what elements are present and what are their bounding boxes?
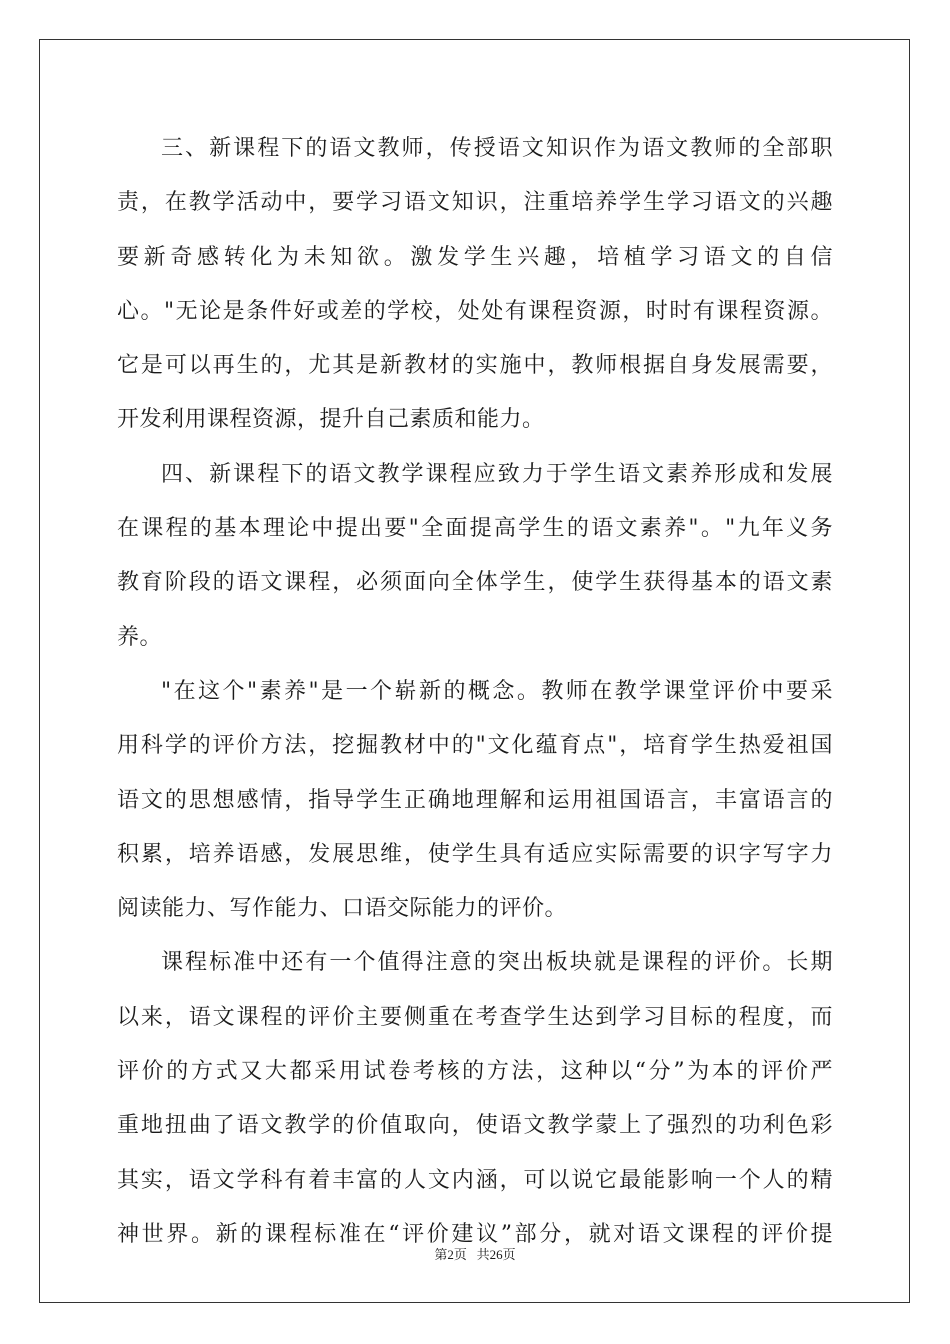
text-line: 以来，语文课程的评价主要侧重在考查学生达到学习目标的程度，而 [117,1004,833,1030]
text-line: 阅读能力、写作能力、口语交际能力的评价。 [117,896,568,922]
text-line: 养。 [117,624,163,650]
text-line: 三、新课程下的语文教师，传授语文知识作为语文教师的全部职 [161,136,833,161]
page-number: 第2页 共26页 [434,1247,516,1262]
text-line: 重地扭曲了语文教学的价值取向，使语文教学蒙上了强烈的功利色彩 [117,1113,833,1139]
text-line: 用科学的评价方法，挖掘教材中的"文化蕴育点"，培育学生热爱祖国 [117,733,833,759]
text-line: 责，在教学活动中，要学习语文知识，注重培养学生学习语文的兴趣 [117,190,833,216]
text-line: 课程标准中还有一个值得注意的突出板块就是课程的评价。长期 [161,950,833,976]
text-line: 神世界。新的课程标准在“评价建议”部分，就对语文课程的评价提 [117,1221,833,1247]
text-line: "在这个"素养"是一个崭新的概念。教师在教学课堂评价中要采 [161,678,833,704]
text-line: 它是可以再生的，尤其是新教材的实施中，教师根据自身发展需要， [117,353,833,379]
text-line: 语文的思想感情，指导学生正确地理解和运用祖国语言，丰富语言的 [117,787,833,813]
text-line: 评价的方式又大都采用试卷考核的方法，这种以“分”为本的评价严 [117,1059,833,1085]
text-line: 心。"无论是条件好或差的学校，处处有课程资源，时时有课程资源。 [117,298,833,324]
text-line: 其实，语文学科有着丰富的人文内涵，可以说它最能影响一个人的精 [117,1167,833,1193]
document-body [117,122,833,1262]
text-line: 要新奇感转化为未知欲。激发学生兴趣，培植学习语文的自信 [117,244,833,270]
text-line: 四、新课程下的语文教学课程应致力于学生语文素养形成和发展 [161,461,833,487]
text-line: 积累，培养语感，发展思维，使学生具有适应实际需要的识字写字力 [117,841,833,867]
page-footer [0,1244,950,1263]
text-line: 开发利用课程资源，提升自己素质和能力。 [117,407,545,433]
text-line: 教育阶段的语文课程，必须面向全体学生，使学生获得基本的语文素 [117,570,833,596]
text-line: 在课程的基本理论中提出要"全面提高学生的语文素养"。"九年义务 [117,516,833,542]
